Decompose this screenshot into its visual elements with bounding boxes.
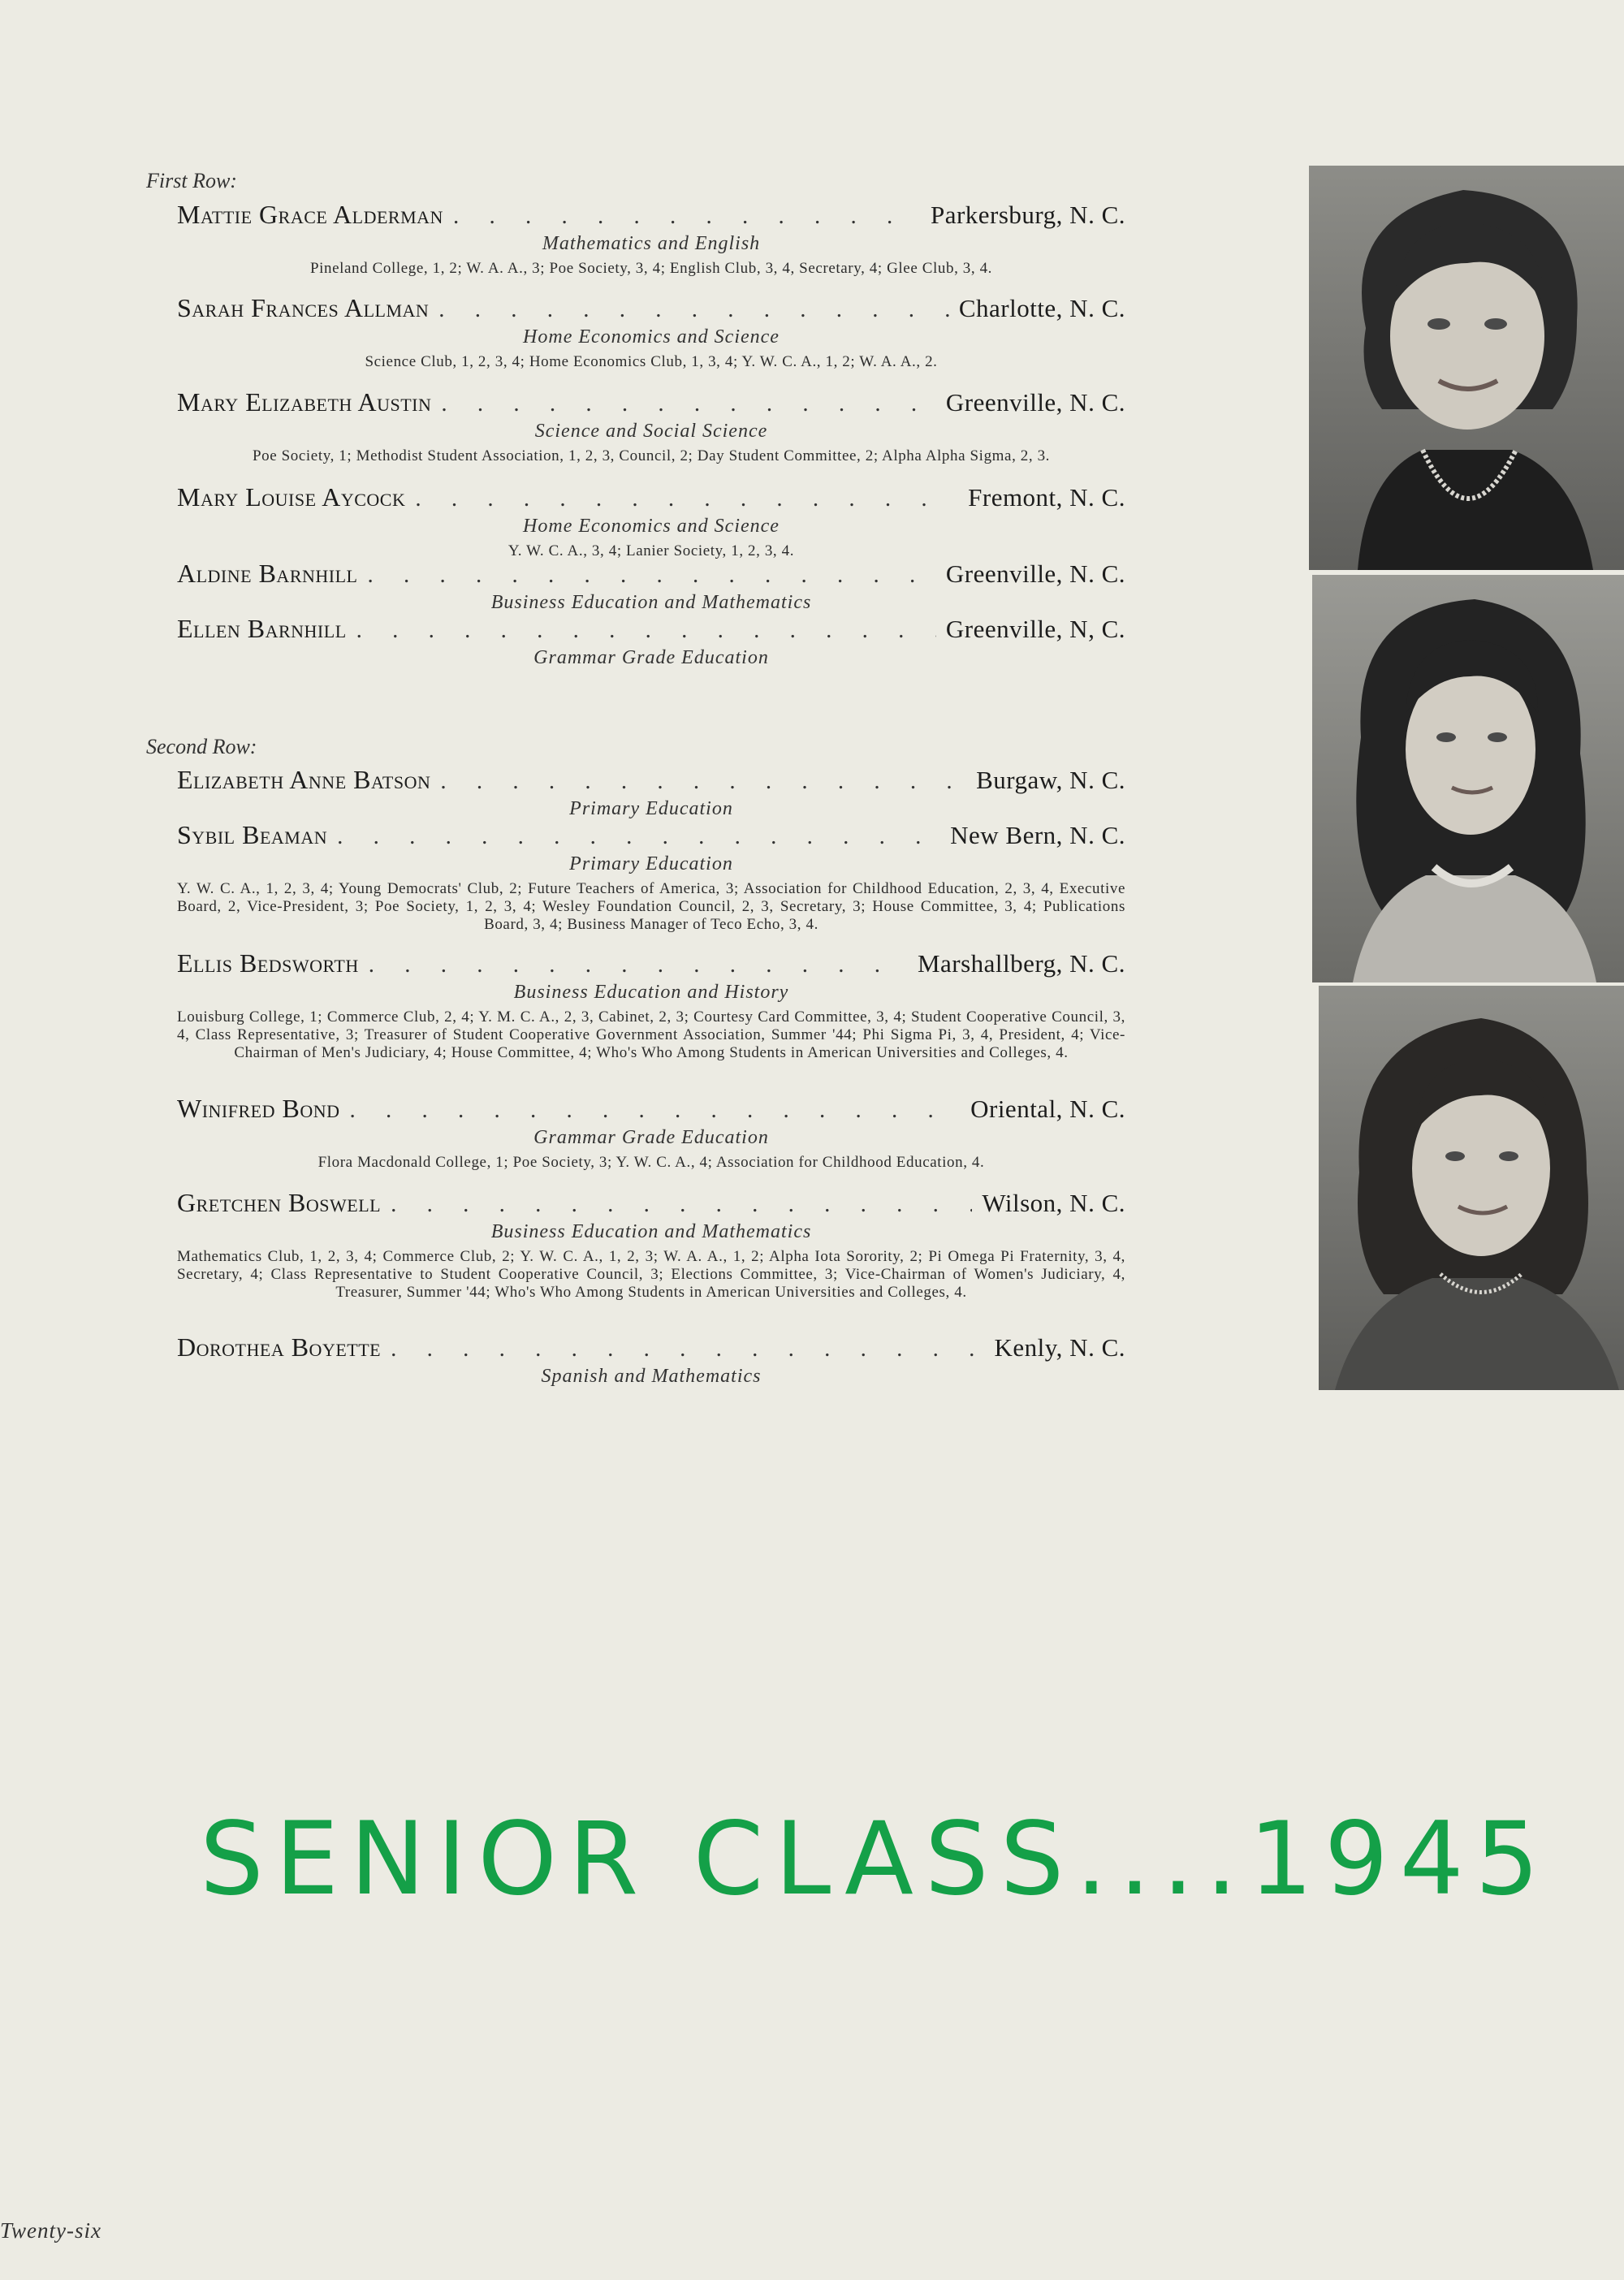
- student-major: Business Education and Mathematics: [490, 592, 812, 613]
- student-name: Winifred Bond: [177, 1094, 340, 1123]
- entry-sybil-beaman: [177, 820, 1125, 934]
- student-activities: Poe Society, 1; Methodist Student Association, 1, 2, 3, Council, 2; Day Student Committee, 2; Alpha Alpha Sigma, 2, 3.: [252, 447, 1051, 464]
- student-name: Ellen Barnhill: [177, 614, 347, 643]
- student-name: Sybil Beaman: [177, 820, 328, 849]
- student-major: Mathematics and English: [542, 233, 761, 254]
- student-activities: Mathematics Club, 1, 2, 3, 4; Commerce Club, 2; Y. W. C. A., 1, 2, 3; W. A. A., 1, 2; Alpha Iota Sorority, 2; Pi Omega Pi Fraternity, 3, 4, Secretary, 4; Class Representative to Student Cooperative Council, 3; Elections Committee, 3; Vice-Chairman of Women's Judiciary, 4, Treasurer, Summer '44; Who's Who Among Students in American Universities and Colleges, 4.: [177, 1248, 1125, 1301]
- student-major: Business Education and Mathematics: [490, 1221, 812, 1242]
- entry-sarah-frances-allman: [177, 293, 1125, 371]
- student-activities: Y. W. C. A., 3, 4; Lanier Society, 1, 2, 3, 4.: [508, 542, 795, 559]
- student-activities: Louisburg College, 1; Commerce Club, 2, 4; Y. M. C. A., 2, 3, Cabinet, 2, 3; Courtesy Card Committee, 3, 4; Student Cooperative Council, 3, 4, Class Representative, 3; Treasurer of Student Cooperative Government Association, Summer '44; Phi Sigma Pi, 3, 4, President, 4; Vice-Chairman of Men's Judiciary, 4; House Committee, 4; Who's Who Among Students in American Universities and Colleges, 4.: [177, 1008, 1125, 1061]
- entry-dorothea-boyette: [177, 1332, 1125, 1388]
- leader-dots: [367, 562, 935, 589]
- leader-dots: [369, 952, 908, 978]
- student-name: Elizabeth Anne Batson: [177, 765, 431, 794]
- entry-mattie-grace-alderman: [177, 200, 1125, 278]
- student-hometown: Greenville, N. C.: [945, 559, 1125, 588]
- student-hometown: Parkersburg, N. C.: [930, 201, 1125, 229]
- student-hometown: Oriental, N. C.: [970, 1095, 1125, 1123]
- student-name: Sarah Frances Allman: [177, 293, 430, 322]
- student-hometown: Kenly, N. C.: [994, 1333, 1125, 1362]
- entry-ellis-bedsworth: [177, 948, 1125, 1062]
- entry-aldine-barnhill: [177, 559, 1125, 614]
- student-hometown: New Bern, N. C.: [950, 821, 1125, 849]
- student-name: Mattie Grace Alderman: [177, 200, 443, 229]
- leader-dots: [337, 823, 940, 850]
- leader-dots: [438, 296, 949, 323]
- entry-ellen-barnhill: [177, 614, 1125, 669]
- student-major: Business Education and History: [513, 982, 789, 1003]
- page-number: Twenty-six: [0, 2218, 102, 2243]
- student-activities: Y. W. C. A., 1, 2, 3, 4; Young Democrats' Club, 2; Future Teachers of America, 3; Association for Childhood Education, 2, 3, 4, Executive Board, 2, Vice-President, 3; Poe Society, 1, 2, 3, 4; Wesley Foundation Council, 2, 3, Secretary, 3; House Committee, 3, 4; Publications Board, 3, 4; Business Manager of Teco Echo, 3, 4.: [177, 880, 1125, 933]
- leader-dots: [440, 768, 966, 795]
- student-major: Grammar Grade Education: [533, 647, 769, 668]
- student-activities: Pineland College, 1, 2; W. A. A., 3; Poe Society, 3, 4; English Club, 3, 4, Secretary, 4; Glee Club, 3, 4.: [309, 260, 993, 277]
- student-hometown: Marshallberg, N. C.: [917, 949, 1125, 978]
- leader-dots: [453, 203, 921, 230]
- student-hometown: Burgaw, N. C.: [976, 766, 1125, 794]
- student-name: Dorothea Boyette: [177, 1332, 382, 1362]
- leader-dots: [391, 1191, 972, 1218]
- student-hometown: Greenville, N. C.: [945, 388, 1125, 417]
- student-hometown: Greenville, N, C.: [945, 615, 1125, 643]
- student-hometown: Fremont, N. C.: [968, 483, 1125, 512]
- student-major: Science and Social Science: [534, 421, 768, 442]
- entry-gretchen-boswell: [177, 1188, 1125, 1302]
- first-row-label: First Row:: [146, 169, 237, 192]
- student-name: Aldine Barnhill: [177, 559, 358, 588]
- leader-dots: [391, 1336, 984, 1362]
- student-major: Home Economics and Science: [523, 516, 780, 537]
- portrait-photo-3: [1319, 986, 1624, 1390]
- entry-winifred-bond: [177, 1094, 1125, 1172]
- second-row-label: Second Row:: [146, 735, 257, 758]
- student-activities: Science Club, 1, 2, 3, 4; Home Economics Club, 1, 3, 4; Y. W. C. A., 1, 2; W. A. A., 2.: [365, 353, 938, 370]
- student-name: Ellis Bedsworth: [177, 948, 359, 978]
- student-hometown: Wilson, N. C.: [982, 1189, 1125, 1217]
- student-name: Mary Louise Aycock: [177, 482, 406, 512]
- student-major: Primary Education: [569, 853, 733, 874]
- student-name: Gretchen Boswell: [177, 1188, 382, 1217]
- leader-dots: [350, 1097, 961, 1124]
- senior-class-title: SENIOR CLASS....1945: [200, 1801, 1551, 1918]
- entry-mary-louise-aycock: [177, 482, 1125, 560]
- student-major: Spanish and Mathematics: [541, 1366, 762, 1387]
- student-activities: Flora Macdonald College, 1; Poe Society, 3; Y. W. C. A., 4; Association for Childhood Education, 4.: [317, 1154, 985, 1171]
- leader-dots: [356, 617, 936, 644]
- entry-mary-elizabeth-austin: [177, 387, 1125, 465]
- leader-dots: [415, 486, 958, 512]
- portrait-photo-2: [1312, 575, 1624, 982]
- portrait-photo-1: [1309, 166, 1624, 570]
- student-major: Primary Education: [569, 798, 733, 819]
- student-name: Mary Elizabeth Austin: [177, 387, 432, 417]
- entry-elizabeth-anne-batson: [177, 765, 1125, 820]
- leader-dots: [441, 391, 935, 417]
- student-hometown: Charlotte, N. C.: [958, 294, 1125, 322]
- student-major: Home Economics and Science: [523, 326, 780, 348]
- student-major: Grammar Grade Education: [533, 1127, 769, 1148]
